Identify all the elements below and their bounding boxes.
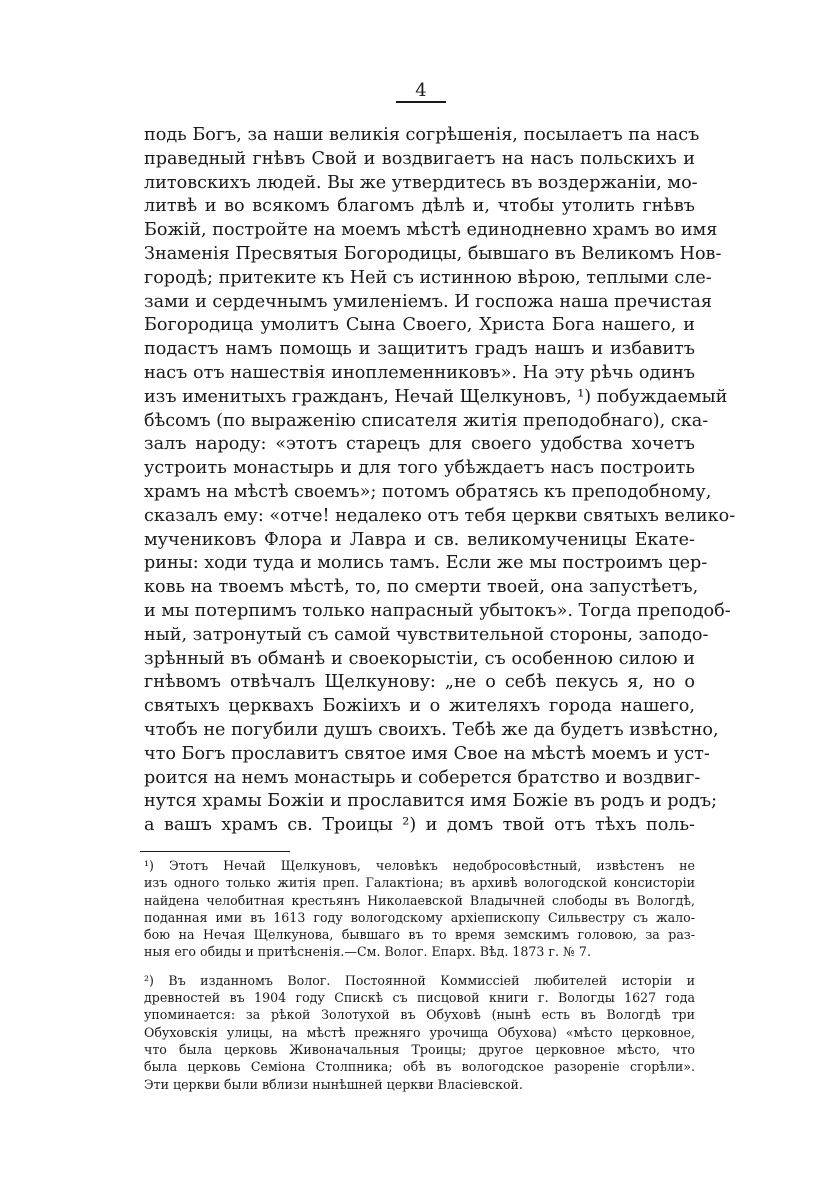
text-line: изъ именитыхъ гражданъ, Нечай Щелкуновъ, ¹) побуждаемый: [144, 386, 728, 407]
text-line: святыхъ церквахъ Божіихъ и о жителяхъ города нашего,: [144, 696, 695, 717]
text-line: зами и сердечнымъ умиленіемъ. И госпожа наша пречистая: [144, 291, 712, 312]
text-line: бѣсомъ (по выраженію списателя житія преподобнаго), ска-: [144, 410, 709, 431]
footnote-line: Эти церкви были вблизи нынѣшней церкви Власіевской.: [144, 1076, 523, 1092]
page-number: 4: [415, 80, 427, 101]
footnote-line: ¹) Этотъ Нечай Щелкуновъ, человѣкъ недобросовѣстный, извѣстенъ не: [144, 858, 695, 873]
footnote-line: упоминается: за рѣкой Золотухой въ Обуховѣ (нынѣ есть въ Вологдѣ три: [144, 1007, 695, 1023]
footnote-line: ²) Въ изданномъ Волог. Постоянной Коммиссіей любителей исторіи и: [144, 972, 695, 988]
text-line: устроить монастырь и для того убѣждаетъ насъ построить: [144, 458, 695, 479]
footnotes: [144, 857, 695, 1093]
footnote-line: древностей въ 1904 году Спискѣ съ писцовой книги г. Вологды 1627 года: [144, 990, 695, 1006]
footnote-line: Обуховскія улицы, на мѣстѣ прежняго урочища Обухова) «мѣсто церковное,: [144, 1024, 695, 1040]
text-line: сказалъ ему: «отче! недалеко отъ тебя церкви святыхъ велико-: [144, 505, 736, 526]
text-line: ковь на твоемъ мѣстѣ, то, по смерти твоей, она запустѣетъ,: [144, 577, 699, 598]
text-line: литовскихъ людей. Вы же утвердитесь въ воздержаніи, мо-: [144, 172, 698, 193]
text-line: нутся храмы Божіи и прославится имя Божіе въ родъ и родъ;: [144, 791, 718, 812]
text-line: подь Богъ, за наши великія согрѣшенія, посылаетъ па насъ: [144, 125, 700, 145]
footnote-2: [144, 972, 695, 1093]
text-line: зрѣнный въ обманѣ и своекорыстіи, съ особенною силою и: [144, 648, 695, 669]
text-line: Знаменія Пресвятыя Богородицы, бывшаго въ Великомъ Нов-: [144, 243, 722, 264]
text-line: подастъ намъ помощь и защититъ градъ нашъ и избавитъ: [144, 339, 695, 360]
text-line: что Богъ прославитъ святое имя Свое на мѣстѣ моемъ и уст-: [144, 743, 710, 764]
text-line: Богородица умолитъ Сына Своего, Христа Бога нашего, и: [144, 315, 695, 336]
text-line: храмъ на мѣстѣ своемъ»; потомъ обратясь къ преподобному,: [144, 481, 712, 502]
text-line: мучениковъ Флора и Лавра и св. великомученицы Екате-: [144, 529, 695, 550]
footnote-line: поданная ими въ 1613 году вологодскому архіепископу Сильвестру съ жало-: [144, 909, 695, 925]
text-line: праведный гнѣвъ Свой и воздвигаетъ на насъ польскихъ и: [144, 148, 695, 169]
page-number-underline: [396, 101, 446, 103]
text-line: городѣ; притеките къ Ней съ истинною вѣрою, теплыми сле-: [144, 267, 712, 288]
text-line: а вашъ храмъ св. Троицы ²) и домъ твой отъ тѣхъ поль-: [144, 815, 695, 836]
footnote-line: что была церковь Живоначальныя Троицы; другое церковное мѣсто, что: [144, 1041, 695, 1057]
text-line: насъ отъ нашествія иноплеменниковъ». На эту рѣчь одинъ: [144, 362, 695, 383]
footnote-line: была церковь Семіона Столпника; обѣ въ вологодское разореніе сгорѣли».: [144, 1059, 695, 1075]
footnote-line: изъ одного только житія преп. Галактіона; въ архивѣ вологодской консисторіи: [144, 875, 695, 891]
text-line: чтобъ не погубили душъ своихъ. Тебѣ же да будетъ извѣстно,: [144, 719, 719, 740]
text-line: залъ народу: «этотъ старецъ для своего удобства хочетъ: [144, 434, 695, 455]
text-line: роится на немъ монастырь и соберется братство и воздвиг-: [144, 767, 701, 788]
text-line: Божій, постройте на моемъ мѣстѣ единодневно храмъ во имя: [144, 220, 718, 241]
footnote-1: [144, 857, 695, 961]
text-line: ный, затронутый съ самой чувствительной стороны, заподо-: [144, 624, 709, 645]
text-line: и мы потерпимъ только напрасный убытокъ». Тогда преподоб-: [144, 600, 731, 621]
text-line: рины: ходи туда и молись тамъ. Если же мы построимъ цер-: [144, 553, 708, 574]
footnote-divider: [140, 851, 290, 852]
text-line: литвѣ и во всякомъ благомъ дѣлѣ и, чтобы утолить гнѣвъ: [144, 196, 695, 217]
main-text: [144, 124, 736, 838]
footnote-line: найдена челобитная крестьянъ Николаевской Владычней слободы въ Вологдѣ,: [144, 892, 695, 908]
footnote-line: бою на Нечая Щелкунова, бывшаго въ то время земскимъ головою, за раз-: [144, 927, 695, 943]
text-line: гнѣвомъ отвѣчалъ Щелкунову: „не о себѣ пекусь я, но о: [144, 672, 695, 693]
footnote-line: ныя его обиды и притѣсненія.—См. Волог. Епарх. Вѣд. 1873 г. № 7.: [144, 944, 591, 960]
